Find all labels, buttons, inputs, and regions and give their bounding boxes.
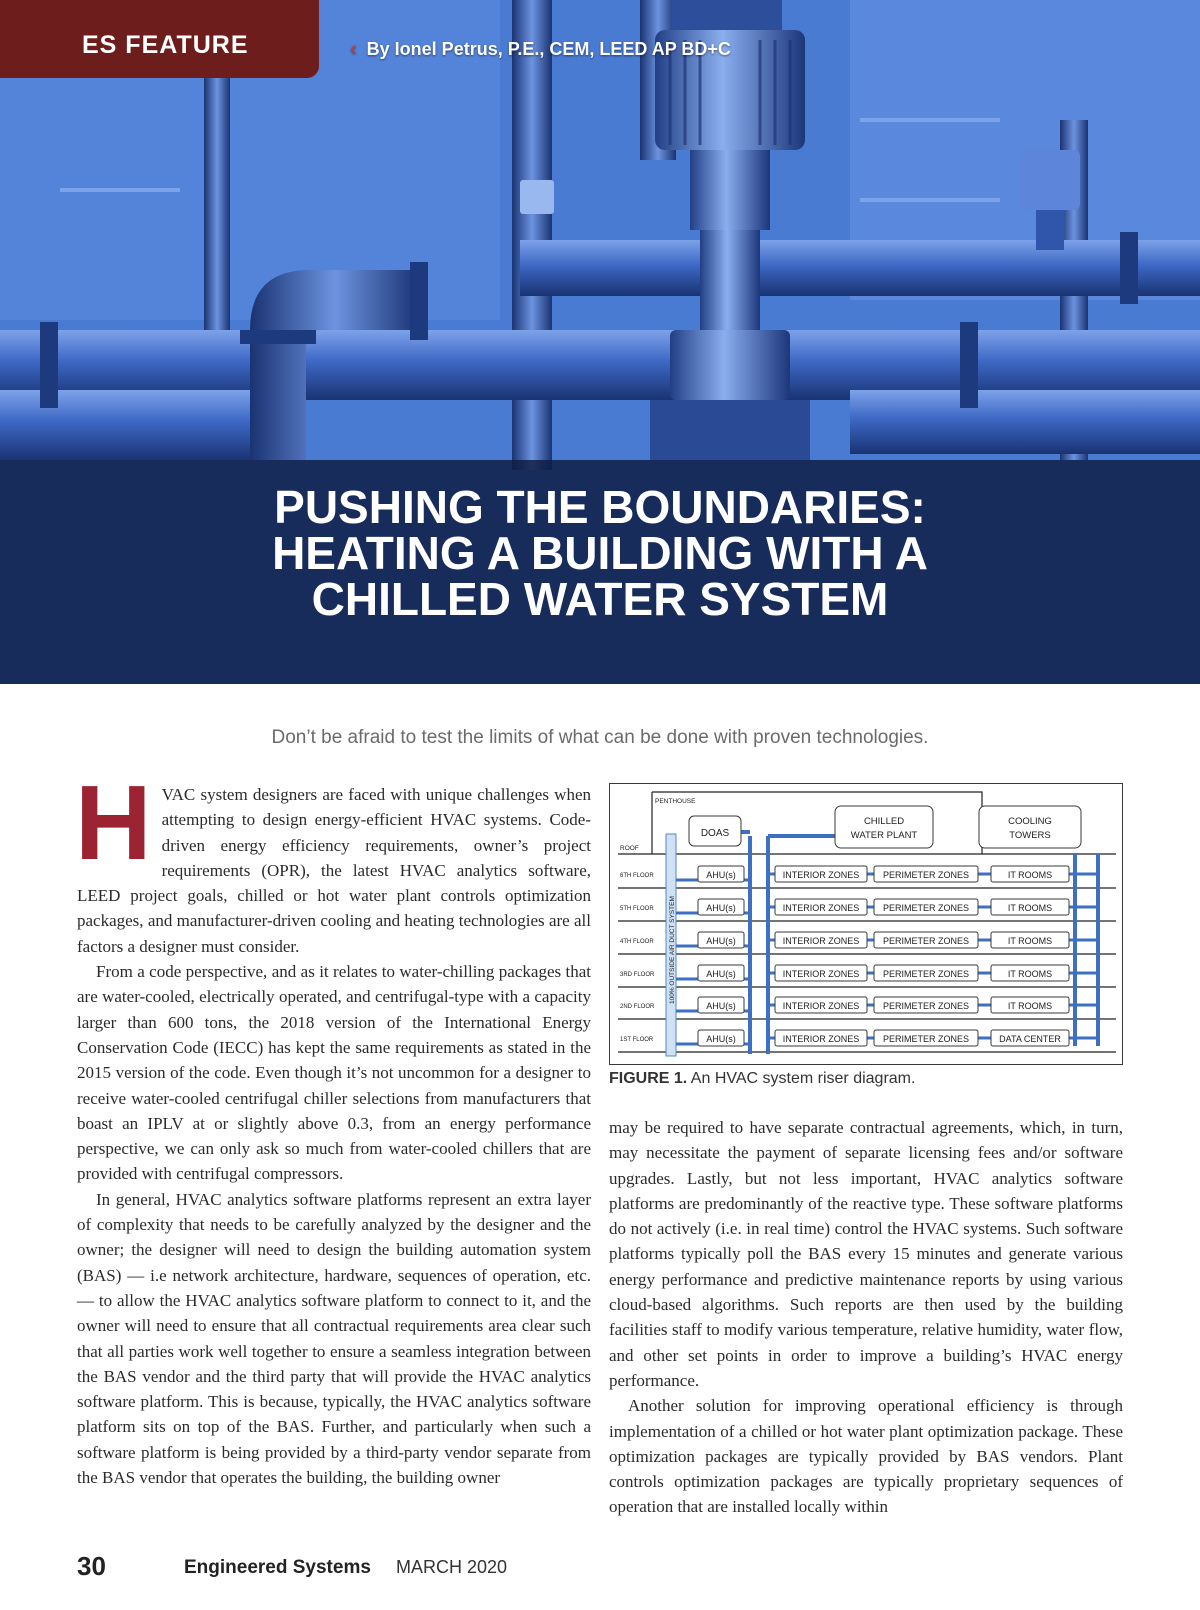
penthouse-label: PENTHOUSE xyxy=(655,798,696,805)
caption-label: FIGURE 1. xyxy=(609,1070,688,1087)
floor-label: 6TH FLOOR xyxy=(620,873,654,879)
paragraph-1 xyxy=(75,764,591,959)
body-column-left xyxy=(75,764,591,1490)
towers-label-2: TOWERS xyxy=(1009,830,1051,841)
hero-image xyxy=(0,0,1200,684)
article-dek: Don’t be afraid to test the limits of what can be done with proven technologies. xyxy=(271,727,929,748)
page-number: 30 xyxy=(77,1551,106,1581)
section-tag: ES FEATURE xyxy=(0,0,319,78)
floor-label: 3RD FLOOR xyxy=(620,972,655,978)
interior-zones-box-label: INTERIOR ZONES xyxy=(782,1001,860,1011)
room-box-label: IT ROOMS xyxy=(1007,969,1053,979)
towers-label-1: COOLING xyxy=(1008,816,1052,827)
article-title xyxy=(0,481,1200,625)
room-box-label: IT ROOMS xyxy=(1007,1001,1053,1011)
perimeter-zones-box-label: PERIMETER ZONES xyxy=(882,1034,970,1044)
title-line-2: HEATING A BUILDING WITH A xyxy=(272,527,928,579)
title-line-1: PUSHING THE BOUNDARIES: xyxy=(274,481,926,533)
paragraph-4: may be required to have separate contractual agreements, which, in turn, may necessitate the payment of separate licensing fees and/or software upgrades. Lastly, but not less important, HVAC analytics software platforms are predominantly of the reactive type. These software platforms do not actively (i.e. in real time) control the HVAC systems. Such software platforms typically poll the BAS every 15 minutes and generate various energy performance and predictive maintenance reports by using various cloud-based algorithms. Such reports are then used by the building facilities staff to modify various temperature, relative humidity, water flow, and other set points in order to improve a building’s HVAC energy performance. xyxy=(609,1118,1123,1390)
interior-zones-box-label: INTERIOR ZONES xyxy=(782,903,860,913)
chevron-left-icon: ‹ xyxy=(350,38,357,60)
byline xyxy=(350,38,731,61)
byline-text: By Ionel Petrus, P.E., CEM, LEED AP BD+C xyxy=(366,39,731,59)
interior-zones-box-label: INTERIOR ZONES xyxy=(782,936,860,946)
figure-riser-diagram xyxy=(609,783,1123,1065)
ahu-box-label: AHU(s) xyxy=(706,936,736,946)
title-line-3: CHILLED WATER SYSTEM xyxy=(311,573,889,625)
drop-cap: H xyxy=(75,764,152,882)
roof-label: ROOF xyxy=(620,845,639,852)
doas-label: DOAS xyxy=(700,828,730,839)
plant-label-2: WATER PLANT xyxy=(850,830,918,841)
paragraph-2: From a code perspective, and as it relates to water-chilling packages that are water-cooled, electrically operated, and centrifugal-type with a capacity larger than 600 tons, the 2018 version of the International Energy Conservation Code (IECC) has kept the same requirements as stated in the 2015 version of the code. Even though it’s not uncommon for a designer to receive water-cooled centrifugal chiller selections from manufacturers that boast an IPLV at or slightly above 0.3, from an energy performance perspective, we can only ask so much from water-cooled chillers that are provided with centrifugal compressors. xyxy=(77,962,591,1184)
ahu-box-label: AHU(s) xyxy=(706,1034,736,1044)
riser-diagram-svg xyxy=(610,784,1124,1066)
perimeter-zones-box-label: PERIMETER ZONES xyxy=(882,903,970,913)
plant-label-1: CHILLED xyxy=(863,816,905,827)
perimeter-zones-box-label: PERIMETER ZONES xyxy=(882,870,970,880)
room-box-label: IT ROOMS xyxy=(1007,936,1053,946)
floor-label: 4TH FLOOR xyxy=(620,939,654,945)
perimeter-zones-box-label: PERIMETER ZONES xyxy=(882,936,970,946)
magazine-name: Engineered Systems xyxy=(184,1557,371,1578)
ahu-box-label: AHU(s) xyxy=(706,870,736,880)
room-box-label: IT ROOMS xyxy=(1007,903,1053,913)
room-box-label: DATA CENTER xyxy=(999,1034,1061,1044)
floor-label: 1ST FLOOR xyxy=(620,1037,654,1043)
paragraph-3: In general, HVAC analytics software platforms represent an extra layer of complexity that needs to be carefully analyzed by the designer and the owner; the designer will need to design the building automation system (BAS) — i.e network architecture, hardware, sequences of operation, etc. — to allow the HVAC analytics software platform to connect to it, and the owner will need to ensure that all contractual requirements area clear such that all parties work well together to ensure a seamless integration between the BAS vendor and the third party that will provide the HVAC analytics software platform. This is because, typically, the HVAC analytics software platform sits on top of the BAS. Further, and particularly when such a software platform is being provided by a third-party vendor separate from the BAS vendor that operates the building, the building owner xyxy=(77,1189,591,1488)
interior-zones-box-label: INTERIOR ZONES xyxy=(782,1034,860,1044)
body-column-right xyxy=(609,1115,1123,1520)
paragraph-1-text: VAC system designers are faced with unique challenges when attempting to design energy-efficient HVAC systems. Code-driven energy efficiency requirements, owner’s project requirements (OPR), the latest HVAC analytics software, LEED project goals, chilled or hot water plant controls optimization packages, and manufacturer-driven cooling and heating technologies are all factors a designer must consider. xyxy=(77,785,591,956)
ahu-box-label: AHU(s) xyxy=(706,903,736,913)
interior-zones-box-label: INTERIOR ZONES xyxy=(782,870,860,880)
duct-label: 100% OUTSIDE AIR DUCT SYSTEM xyxy=(669,896,676,1004)
room-box-label: IT ROOMS xyxy=(1007,870,1053,880)
floor-label: 5TH FLOOR xyxy=(620,906,654,912)
floor-label: 2ND FLOOR xyxy=(620,1004,655,1010)
interior-zones-box-label: INTERIOR ZONES xyxy=(782,969,860,979)
ahu-box-label: AHU(s) xyxy=(706,1001,736,1011)
paragraph-5: Another solution for improving operational efficiency is through implementation of a chilled or hot water plant optimization package. These optimization packages are typically provided by BAS vendors. Plant controls optimization packages are typically proprietary sequences of operation that are installed locally within xyxy=(609,1396,1123,1517)
perimeter-zones-box-label: PERIMETER ZONES xyxy=(882,969,970,979)
figure-caption xyxy=(609,1070,915,1088)
caption-text: An HVAC system riser diagram. xyxy=(687,1070,916,1087)
perimeter-zones-box-label: PERIMETER ZONES xyxy=(882,1001,970,1011)
issue-date: MARCH 2020 xyxy=(396,1557,508,1577)
ahu-box-label: AHU(s) xyxy=(706,969,736,979)
